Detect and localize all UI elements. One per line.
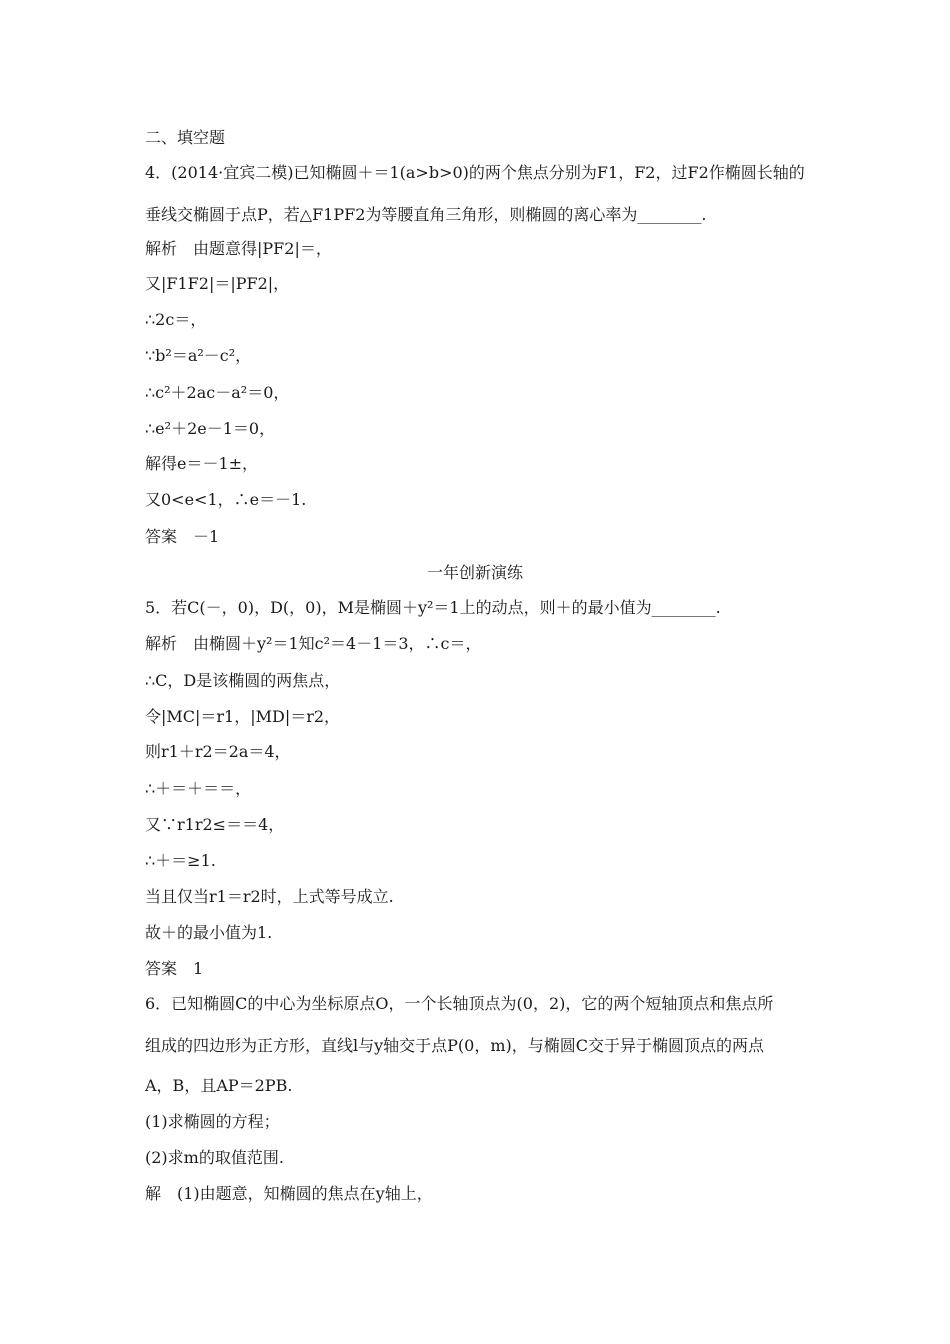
q4-answer: 答案 －1 (145, 527, 220, 546)
q4-solution-line: 解析 由题意得|PF2|＝， (145, 239, 332, 258)
q6-solution-start: 解 (1)由题意，知椭圆的焦点在y轴上， (145, 1184, 433, 1203)
q6-stem-line-1: 6．已知椭圆C的中心为坐标原点O，一个长轴顶点为(0，2)，它的两个短轴顶点和焦点所 (145, 994, 774, 1013)
q5-solution-line: 解析 由椭圆＋y²＝1知c²＝4－1＝3，∴c＝， (145, 634, 482, 653)
q5-solution-line: ∴＋＝＋＝＝， (145, 779, 252, 798)
q5-solution-line: ∴＋＝≥1. (145, 851, 216, 870)
q4-solution-line: ∴e²＋2e－1＝0， (145, 419, 276, 438)
q4-solution-line: 解得e＝－1±， (145, 454, 259, 473)
section-heading: 二、填空题 (145, 128, 226, 147)
q4-stem-line-2: 垂线交椭圆于点P，若△F1PF2为等腰直角三角形，则椭圆的离心率为________. (145, 205, 707, 224)
q4-solution-line: 又0<e<1，∴e＝－1. (145, 490, 307, 509)
q4-stem-line-1: 4．(2014·宜宾二模)已知椭圆＋＝1(a>b>0)的两个焦点分别为F1，F2，过F2作椭圆长轴的 (145, 163, 805, 182)
q5-solution-line: 当且仅当r1＝r2时，上式等号成立. (145, 887, 394, 906)
q6-stem-line-3: A，B，且AP＝2PB. (145, 1076, 293, 1095)
subheading: 一年创新演练 (426, 563, 523, 582)
q5-answer: 答案 1 (145, 959, 204, 978)
q4-solution-line: ∴2c＝， (145, 310, 207, 329)
q4-solution-line: ∵b²＝a²－c²， (145, 346, 252, 365)
q5-solution-line: 则r1＋r2＝2a＝4， (145, 742, 291, 761)
q5-stem: 5．若C(－，0)，D(，0)，M是椭圆＋y²＝1上的动点，则＋的最小值为________. (145, 598, 721, 617)
q6-part-2: (2)求m的取值范围. (145, 1148, 284, 1167)
q5-solution-line: 又∵r1r2≤＝＝4， (145, 815, 285, 834)
q4-solution-line: 又|F1F2|＝|PF2|， (145, 274, 290, 293)
q5-solution-line: 令|MC|＝r1，|MD|＝r2， (145, 707, 341, 726)
q6-stem-line-2: 组成的四边形为正方形，直线l与y轴交于点P(0，m)，与椭圆C交于异于椭圆顶点的两点 (145, 1036, 765, 1055)
q4-solution-line: ∴c²＋2ac－a²＝0， (145, 383, 290, 402)
q5-solution-line: ∴C，D是该椭圆的两焦点， (145, 671, 341, 690)
q5-solution-line: 故＋的最小值为1. (145, 923, 273, 942)
q6-part-1: (1)求椭圆的方程； (145, 1112, 280, 1131)
